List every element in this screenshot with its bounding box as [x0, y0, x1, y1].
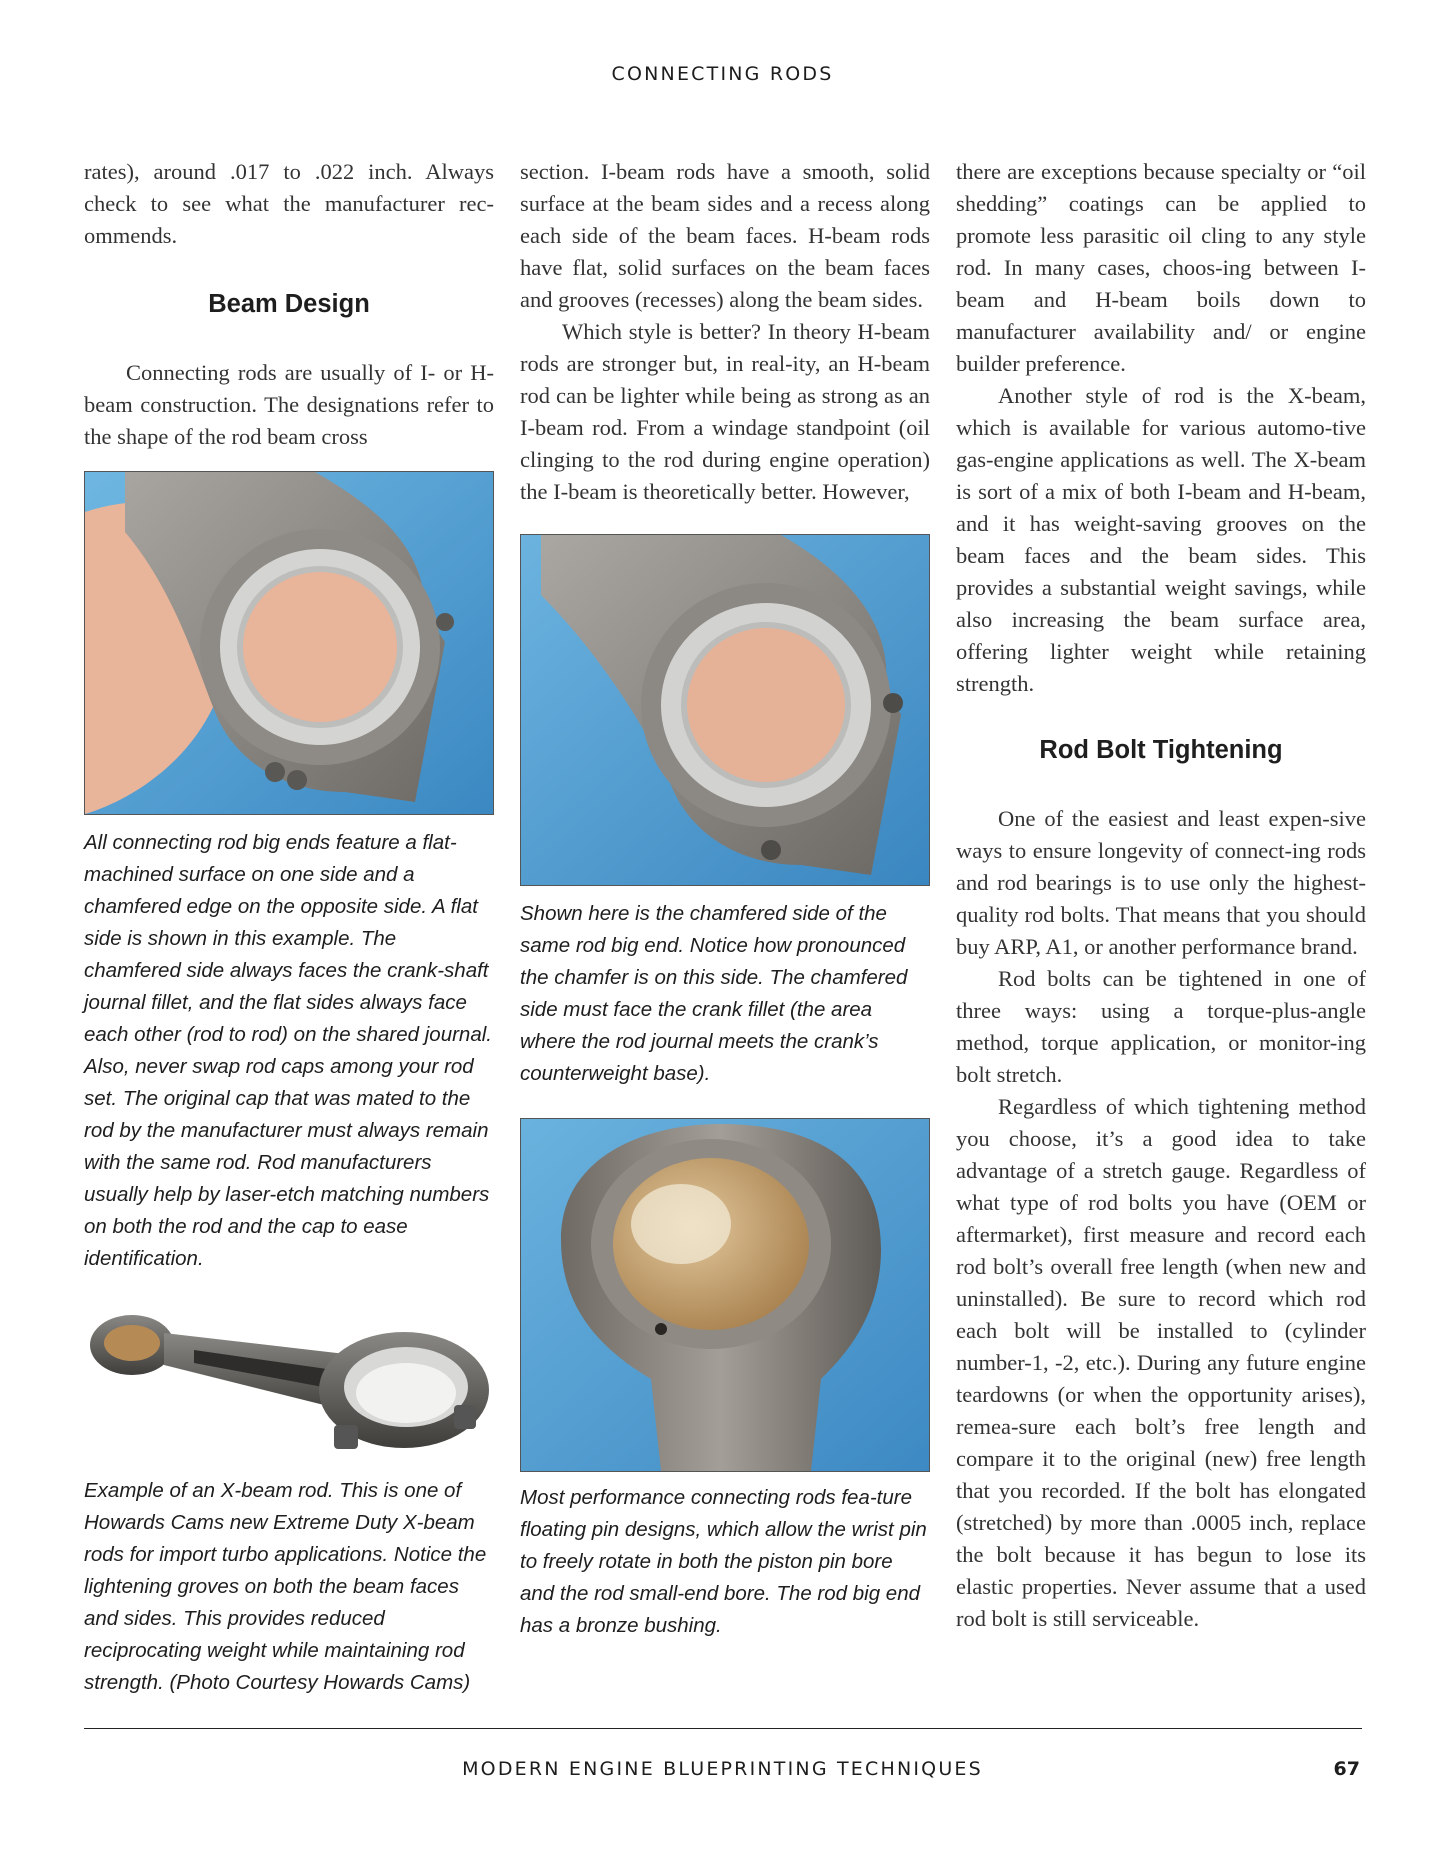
body-paragraph: Rod bolts can be tightened in one of three ways: using a torque-plus-angle method, torque application, or monitor-ing bolt stretch.	[956, 966, 1366, 1087]
figure-caption: Shown here is the chamfered side of the same rod big end. Notice how pronounced the chamfer is on this side. The chamfered side must face the crank fillet (the area where the rod journal meets the crank’s counterweight base).	[520, 902, 908, 1085]
footer-book-title: MODERN ENGINE BLUEPRINTING TECHNIQUES	[462, 1758, 983, 1780]
photo-rod-small-end	[520, 1118, 930, 1472]
column-middle	[520, 156, 930, 1642]
photo-rod-big-end-flat-side	[84, 471, 494, 815]
section-heading-beam-design: Beam Design	[208, 290, 370, 318]
body-paragraph: section. I-beam rods have a smooth, solid surface at the beam sides and a recess along each side of the beam faces. H-beam rods have flat, solid surfaces on the beam faces and grooves (recesses) along the beam sides.	[520, 159, 930, 312]
figure-caption: Most performance connecting rods fea-ture floating pin designs, which allow the wrist pin to freely rotate in both the piston pin bore and the rod small-end bore. The rod big end has a bronze bushing.	[520, 1486, 927, 1637]
body-paragraph: Another style of rod is the X-beam, which is available for various automo-tive gas-engine applications as well. The X-beam is sort of a mix of both I-beam and H-beam, and it has weight-saving grooves on the beam faces and the beam sides. This provides a substantial weight savings, while also increasing the beam surface area, offering lighter weight while retaining strength.	[956, 383, 1366, 696]
section-heading-rod-bolt-tightening: Rod Bolt Tightening	[1039, 736, 1283, 764]
body-paragraph: Regardless of which tightening method you choose, it’s a good idea to take advantage of a stretch gauge. Regardless of what type of rod bolts you have (OEM or aftermarket), first measure and record each rod bolt’s overall free length (when new and uninstalled). Be sure to record which rod each bolt will be installed to (cylinder number-1, -2, etc.). During any future engine teardowns (or when the opportunity arises), remea-sure each bolt’s free length and compare it to the original (new) free length that you recorded. If the bolt has elongated (stretched) by more than .0005 inch, replace the bolt because it has begun to lose its elastic properties. Never assume that a used rod bolt is still serviceable.	[956, 1094, 1366, 1631]
figure-caption: Example of an X-beam rod. This is one of Howards Cams new Extreme Duty X-beam rods for import turbo applications. Notice the lightening groves on both the beam faces and sides. This provides reduced reciprocating weight while maintaining rod strength. (Photo Courtesy Howards Cams)	[84, 1479, 487, 1694]
body-paragraph: Connecting rods are usually of I- or H-beam construction. The designations refer to the shape of the rod beam cross	[84, 360, 494, 449]
page-number: 67	[1333, 1758, 1360, 1780]
photo-x-beam-rod	[84, 1295, 494, 1465]
body-paragraph: Which style is better? In theory H-beam rods are stronger but, in real-ity, an H-beam rod can be lighter while being as strong as an I-beam rod. From a windage standpoint (oil clinging to the rod during engine operation) the I-beam is theoretically better. However,	[520, 319, 930, 504]
figure-caption: All connecting rod big ends feature a flat-machined surface on one side and a chamfered edge on the opposite side. A flat side is shown in this example. The chamfered side always faces the crank-shaft journal fillet, and the flat sides always face each other (rod to rod) on the shared journal. Also, never swap rod caps among your rod set. The original cap that was mated to the rod by the manufacturer must always remain with the same rod. Rod manufacturers usually help by laser-etch matching numbers on both the rod and the cap to ease identification.	[84, 831, 492, 1270]
running-head: CONNECTING RODS	[611, 63, 834, 85]
footer-divider	[84, 1728, 1362, 1729]
photo-rod-big-end-chamfered-side	[520, 534, 930, 886]
column-right	[956, 156, 1366, 1635]
body-paragraph: One of the easiest and least expen-sive ways to ensure longevity of connect-ing rods and rod bearings is to use only the highest-quality rod bolts. That means that you should buy ARP, A1, or another performance brand.	[956, 806, 1366, 959]
body-paragraph: there are exceptions because specialty or “oil shedding” coatings can be applied to promote less parasitic oil cling to any style rod. In many cases, choos-ing between I-beam and H-beam boils down to manufacturer availability and/ or engine builder preference.	[956, 159, 1366, 376]
column-left	[84, 156, 494, 1699]
body-paragraph: rates), around .017 to .022 inch. Always check to see what the manufacturer rec-ommends.	[84, 159, 494, 248]
